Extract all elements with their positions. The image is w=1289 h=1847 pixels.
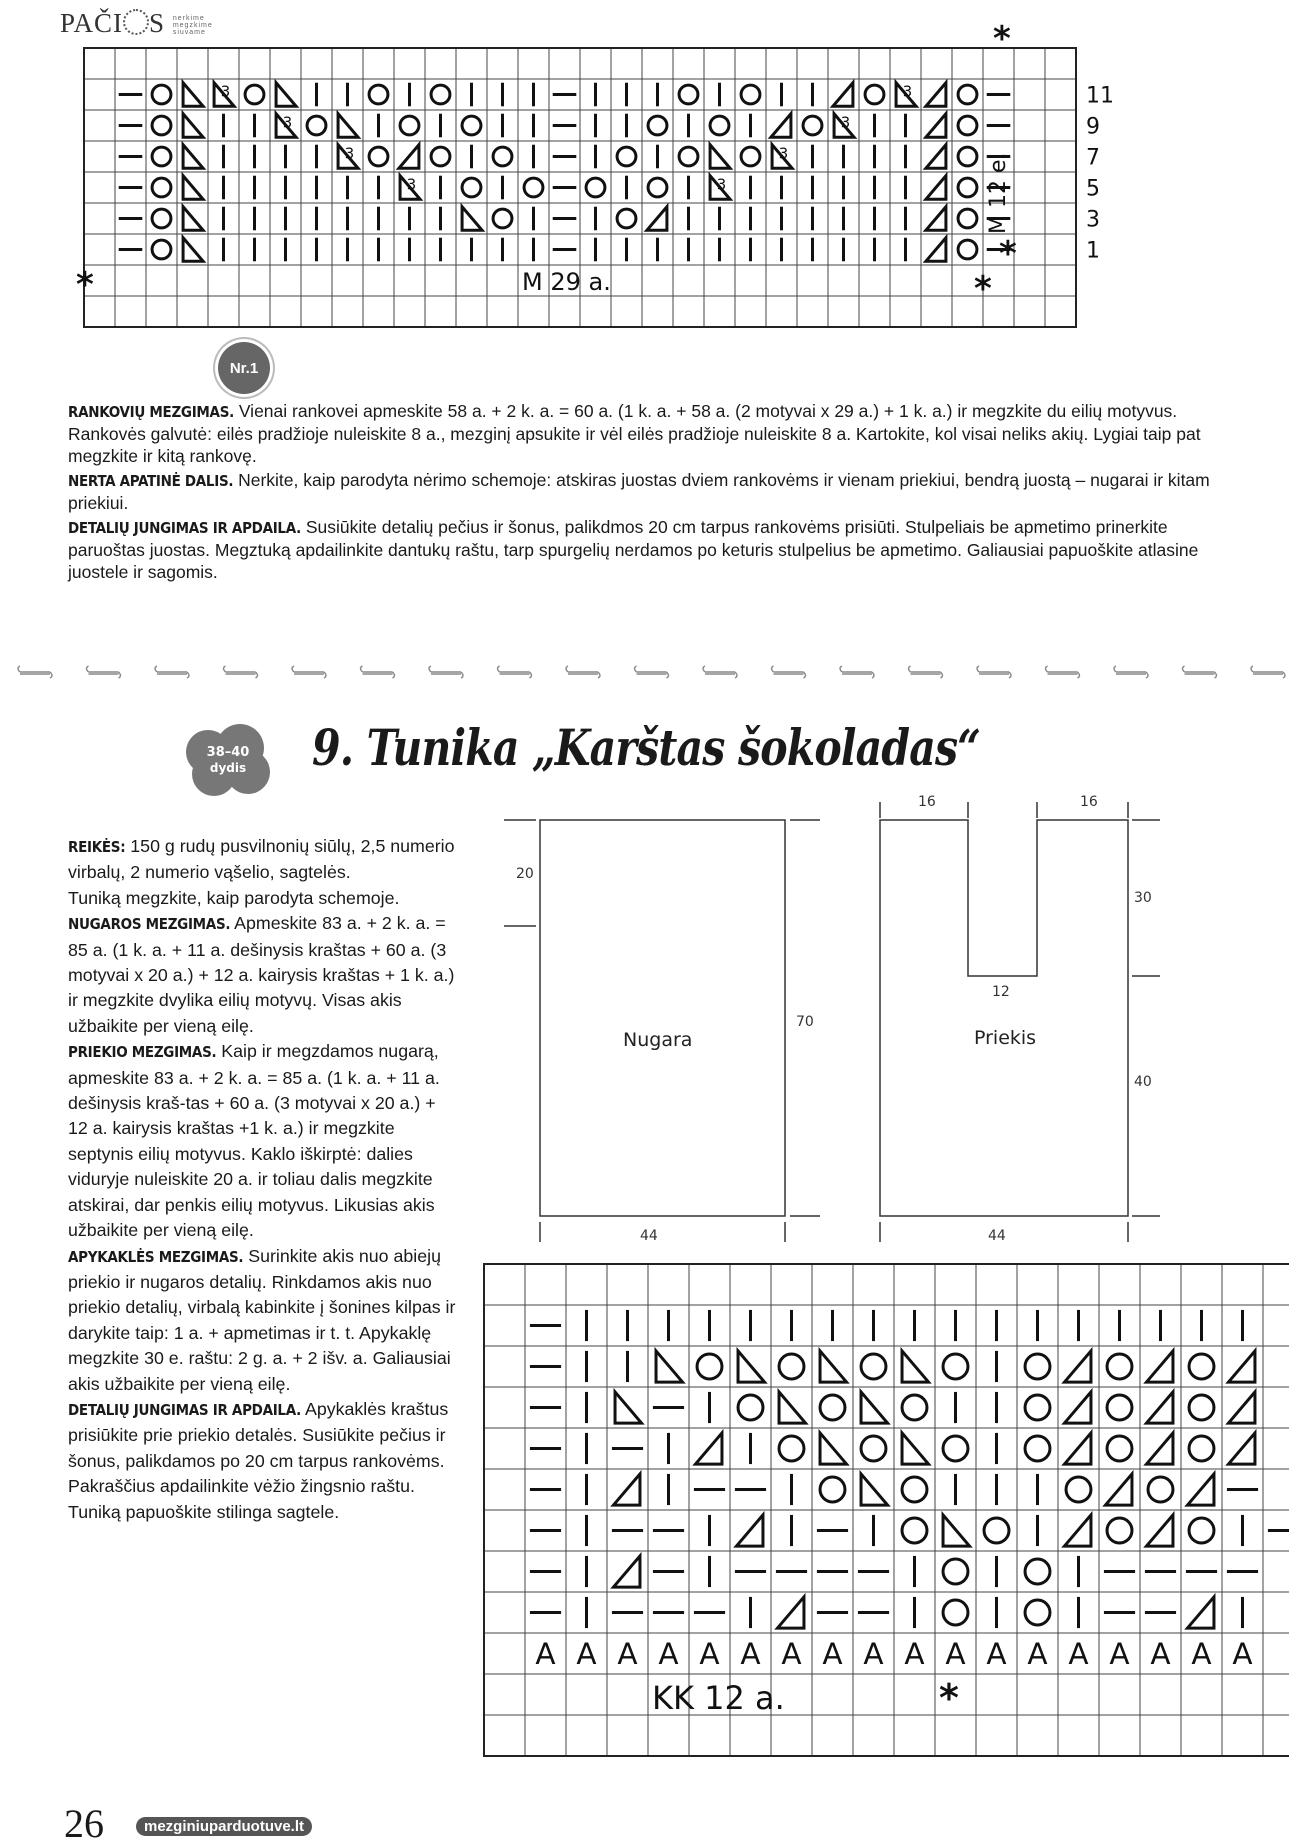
chart1-stitch — [276, 83, 296, 107]
front-piece-label: Priekis — [974, 1027, 1037, 1049]
chart1-stitch — [152, 147, 171, 166]
chart2-stitch-a — [986, 1637, 1006, 1671]
chart2-stitch — [820, 1433, 846, 1464]
chart1-stitch — [152, 209, 171, 228]
chart1-stitch — [214, 83, 234, 107]
chart2-stitch — [820, 1351, 846, 1382]
safety-pin-icon — [840, 666, 874, 678]
chart2-stitch — [943, 1600, 968, 1625]
star-icon: * — [993, 19, 1011, 59]
chart1-row-number: 9 — [1086, 114, 1100, 140]
safety-pin-icon — [361, 666, 395, 678]
chart2-stitch-a — [1027, 1637, 1047, 1671]
chart2-stitch — [902, 1395, 927, 1420]
chart2-stitch — [615, 1392, 641, 1423]
safety-pin-icon — [703, 666, 737, 678]
chart1-stitch — [183, 114, 203, 138]
badge-text: Nr.1 — [229, 359, 259, 377]
svg-text:A: A — [986, 1636, 1007, 1671]
chart2-stitch — [736, 1515, 762, 1546]
chart1-stitch — [183, 207, 203, 231]
logo-tagline: nerkime megzkime siuvame — [172, 15, 213, 37]
chart2-stitch — [820, 1477, 845, 1502]
safety-pin-icon — [977, 666, 1011, 678]
safety-pin-icon — [635, 666, 669, 678]
chart1-stitch — [741, 85, 760, 104]
svg-text:A: A — [1068, 1636, 1089, 1671]
chart1-stitch — [896, 83, 916, 107]
safety-pin-icon — [429, 666, 463, 678]
chart2-stitch — [1187, 1597, 1213, 1628]
chart1-stitch — [462, 178, 481, 197]
safety-pin-icon — [1183, 666, 1217, 678]
svg-text:A: A — [658, 1636, 679, 1671]
chart2-stitch — [1025, 1600, 1050, 1625]
chart1-stitch — [617, 147, 636, 166]
chart2-stitch — [613, 1474, 639, 1505]
svg-text:A: A — [1150, 1636, 1171, 1671]
chart2-stitch-a — [781, 1637, 801, 1671]
chart2-stitch-a — [1109, 1637, 1129, 1671]
chart2-stitch-a — [740, 1637, 760, 1671]
svg-text:A: A — [535, 1636, 556, 1671]
safety-pin-icon — [772, 666, 806, 678]
text-assembly: Apykaklės kraštus prisiūkite prie priekio detalės. Susiūkite pečius ir šonus, palikdamos po 20 cm tarpus rankovėms. Pakraščius apdailinkite vėžio žingsnio raštu. Tuniką papuoškite stilinga sagtele. — [68, 1398, 449, 1522]
chart2-stitch — [1228, 1392, 1254, 1423]
chart2-stitch — [738, 1395, 763, 1420]
chart1-stitch — [926, 114, 946, 138]
dim-44-front: 44 — [988, 1228, 1006, 1244]
chart2-stitch — [1064, 1515, 1090, 1546]
dim-44-back: 44 — [640, 1228, 658, 1244]
chart2-stitch — [943, 1515, 969, 1546]
chart1-stitch — [958, 116, 977, 135]
chart1-stitch — [462, 116, 481, 135]
chart1-stitch — [771, 114, 791, 138]
chart2-stitch — [1146, 1392, 1172, 1423]
chart1-stitch — [399, 145, 419, 169]
chart1-stitch — [679, 85, 698, 104]
chart1-stitch — [307, 116, 326, 135]
chart1-row-number: 7 — [1086, 145, 1100, 171]
chart2-stitch — [902, 1433, 928, 1464]
chart1-stitch — [617, 209, 636, 228]
chart1-stitch — [183, 238, 203, 262]
chart2-stitch — [779, 1354, 804, 1379]
chart2-stitch — [1025, 1395, 1050, 1420]
chart1-row-number: 5 — [1086, 176, 1100, 202]
chart2-stitch — [861, 1474, 887, 1505]
chart1-stitch — [958, 209, 977, 228]
heading-collar: APYKAKLĖS MEZGIMAS. — [68, 1247, 244, 1266]
chart1-stitch — [710, 116, 729, 135]
size-badge-line2: dydis — [209, 761, 247, 775]
dim-16-left: 16 — [918, 794, 936, 810]
heading-materials: REIKĖS: — [68, 838, 126, 856]
chart1-stitch — [183, 145, 203, 169]
garment-schematic — [500, 790, 1180, 1244]
chart2-stitch — [902, 1351, 928, 1382]
chart2-stitch — [820, 1395, 845, 1420]
chart2-stitch-a — [904, 1637, 924, 1671]
chart2-stitch — [1146, 1515, 1172, 1546]
svg-text:A: A — [822, 1636, 843, 1671]
chart2-stitch — [943, 1436, 968, 1461]
safety-pin-icon — [87, 666, 121, 678]
dim-12: 12 — [992, 984, 1010, 1000]
chart1-stitch — [833, 83, 853, 107]
safety-pin-icon — [155, 666, 189, 678]
chart1-stitch — [183, 83, 203, 107]
chart1-stitch — [865, 85, 884, 104]
logo-text-end: S — [149, 8, 166, 38]
chart1-stitch — [152, 85, 171, 104]
safety-pin-icon — [498, 666, 532, 678]
svg-text:3: 3 — [220, 82, 231, 101]
chart1-row-number: 1 — [1086, 238, 1100, 264]
pattern-title: 9. Tunika „Karštas šokoladas“ — [312, 718, 981, 777]
back-piece-label: Nugara — [623, 1029, 693, 1051]
paragraph-intro: Tuniką megzkite, kaip parodyta schemoje. — [68, 887, 400, 908]
chart1-stitch — [586, 178, 605, 197]
svg-text:A: A — [1191, 1636, 1212, 1671]
chart-number-badge — [218, 342, 270, 394]
chart2-stitch-a — [863, 1637, 883, 1671]
chart2-stitch — [779, 1436, 804, 1461]
safety-pin-icon — [1046, 666, 1080, 678]
chart1-stitch — [648, 178, 667, 197]
chart1-stitch — [926, 83, 946, 107]
svg-text:3: 3 — [282, 113, 293, 132]
chart1-stitch — [245, 85, 264, 104]
chart2-stitch — [1146, 1433, 1172, 1464]
chart2-stitch — [656, 1351, 682, 1382]
chart2-stitch — [1228, 1433, 1254, 1464]
section2-text — [68, 834, 458, 1525]
chart1-stitch — [926, 207, 946, 231]
chart1-stitch — [338, 114, 358, 138]
chart1-stitch — [834, 114, 854, 138]
chart1-stitch — [958, 178, 977, 197]
chart1-stitch — [338, 145, 358, 169]
chart2-stitch — [1107, 1518, 1132, 1543]
chart1-stitch — [958, 240, 977, 259]
svg-text:3: 3 — [344, 144, 355, 163]
chart1-stitch — [926, 176, 946, 200]
magazine-logo — [60, 8, 213, 39]
paragraph-collar — [68, 1244, 458, 1397]
svg-text:3: 3 — [716, 175, 727, 194]
back-piece-outline — [540, 820, 785, 1216]
text-front: Kaip ir megzdamos nugarą, apmeskite 83 a. + 2 k. a. = 85 a. (1 k. a. + 11 a. dešinysis kraš-tas + 60 a. (3 motyvai x 20 a.) + 12 a. kairysis kraštas +1 k. a.) ir megzkite septynis eilių motyvus. Kaklo iškirptė: dalies viduryje nuleiskite 20 a. ir toliau dalis megzkite atskirai, dar penkis eilių motyvus. Likusias akis užbaikite per vieną eilę. — [68, 1041, 440, 1241]
chart1-stitch — [276, 114, 296, 138]
safety-pin-icon — [18, 666, 52, 678]
chart2-stitch — [613, 1556, 639, 1587]
chart2-stitch-a — [1068, 1637, 1088, 1671]
footer-url: mezginiuparduotuve.lt — [136, 1817, 312, 1836]
svg-text:3: 3 — [406, 175, 417, 194]
svg-text:A: A — [576, 1636, 597, 1671]
svg-text:A: A — [1027, 1636, 1048, 1671]
chart2-stitch — [1189, 1436, 1214, 1461]
chart2-stitch-a — [658, 1637, 678, 1671]
chart1-stitch — [152, 178, 171, 197]
svg-text:A: A — [617, 1636, 638, 1671]
paragraph-assembly — [68, 1397, 458, 1525]
chart1-stitch — [958, 147, 977, 166]
chart1-stitch — [679, 147, 698, 166]
svg-text:3: 3 — [840, 113, 851, 132]
chart2-stitch — [695, 1433, 721, 1464]
text-materials: 150 g rudų pusvilnonių siūlų, 2,5 numerio virbalų, 2 numerio vąšelio, sagtelės. — [68, 836, 455, 883]
chart2-stitch-a — [699, 1637, 719, 1671]
chart1-side-label: M 12 e. — [986, 152, 1011, 234]
knitting-chart-2 — [482, 1262, 1289, 1782]
chart1-stitch — [524, 178, 543, 197]
svg-text:A: A — [863, 1636, 884, 1671]
svg-text:A: A — [781, 1636, 802, 1671]
chart2-stitch — [1148, 1477, 1173, 1502]
chart1-stitch — [431, 147, 450, 166]
front-piece-outline — [880, 820, 1128, 1216]
chart2-stitch — [1228, 1351, 1254, 1382]
chart1-stitch — [648, 116, 667, 135]
svg-text:A: A — [945, 1636, 966, 1671]
svg-text:3: 3 — [778, 144, 789, 163]
chart1-stitch — [710, 176, 730, 200]
pin-divider — [12, 662, 1282, 682]
chart2-stitch-a — [1191, 1637, 1211, 1671]
chart2-stitch — [1107, 1354, 1132, 1379]
chart1-stitch — [493, 209, 512, 228]
safety-pin-icon — [566, 666, 600, 678]
dim-20: 20 — [516, 866, 534, 882]
size-badge — [178, 722, 276, 798]
chart1-stitch — [803, 116, 822, 135]
chart1-stitch — [493, 147, 512, 166]
text-back: Apmeskite 83 a. + 2 k. a. = 85 a. (1 k. a. + 11 a. dešinysis kraštas + 60 a. (3 motyvai x 20 a.) + 12 a. kairysis kraštas + 1 k. a.) ir megzkite dvylika eilių motyvų. Visas akis užbaikite per vieną eilę. — [68, 913, 455, 1036]
chart1-motif-label: M 29 a. — [522, 268, 611, 296]
chart2-stitch — [697, 1354, 722, 1379]
dim-70: 70 — [796, 1014, 814, 1030]
star-icon: * — [974, 269, 992, 309]
size-badge-line1: 38–40 — [206, 745, 250, 760]
paragraph-bottom — [68, 469, 1218, 514]
chart2-stitch — [861, 1436, 886, 1461]
chart1-stitch — [152, 116, 171, 135]
chart1-stitch — [152, 240, 171, 259]
heading-bottom: NERTA APATINĖ DALIS. — [68, 472, 234, 490]
safety-pin-icon — [1114, 666, 1148, 678]
chart2-stitch — [861, 1354, 886, 1379]
paragraph-back — [68, 911, 458, 1039]
chart2-stitch-a — [822, 1637, 842, 1671]
heading-finishing: DETALIŲ JUNGIMAS IR APDAILA. — [68, 519, 301, 537]
chart2-stitch — [1025, 1559, 1050, 1584]
chart2-stitch — [861, 1392, 887, 1423]
star-icon: * — [939, 1676, 959, 1720]
svg-text:A: A — [740, 1636, 761, 1671]
chart2-stitch — [1064, 1433, 1090, 1464]
section1-text — [68, 400, 1218, 585]
chart2-stitch — [738, 1351, 764, 1382]
chart2-stitch — [902, 1477, 927, 1502]
chart2-stitch — [1146, 1351, 1172, 1382]
paragraph-finishing — [68, 516, 1218, 583]
chart2-stitch-a — [1232, 1637, 1252, 1671]
safety-pin-icon — [224, 666, 258, 678]
chart1-stitch — [400, 176, 420, 200]
chart1-stitch — [462, 207, 482, 231]
safety-pin-icon — [1251, 666, 1285, 678]
chart2-stitch — [1105, 1474, 1131, 1505]
chart2-stitch — [1189, 1518, 1214, 1543]
chart1-stitch — [183, 176, 203, 200]
paragraph-materials — [68, 834, 458, 886]
chart2-stitch — [984, 1518, 1009, 1543]
heading-sleeves: RANKOVIŲ MEZGIMAS. — [68, 403, 234, 421]
chart1-stitch — [958, 85, 977, 104]
page-number: 26 — [64, 1801, 104, 1846]
svg-text:A: A — [699, 1636, 720, 1671]
text-sleeves: Vienai rankovei apmeskite 58 a. + 2 k. a. = 60 a. (1 k. a. + 58 a. (2 motyvai x 29 a.) + 1 k. a.) ir megzkite du eilių motyvus. Rankovės galvutė: eilės pradžioje nuleiskite 8 a., mezginį apsukite ir vėl eilės pradžioje nuleiskite 8 a. Kartokite, kol visai neliks akių. Lygiai taip pat megzkite ir kitą rankovę. — [68, 401, 1201, 466]
text-collar: Surinkite akis nuo abiejų priekio ir nugaros detalių. Rinkdamos akis nuo priekio detalių, virbalą kabinkite į šonines kilpas ir darykite taip: 1 a. + apmetimas ir t. t. Apykaklę megzkite 30 e. raštu: 2 g. a. + 2 išv. a. Galiausiai akis užbaikite per vieną eilę. — [68, 1245, 456, 1394]
chart2-stitch — [1107, 1436, 1132, 1461]
chart2-stitch — [1064, 1392, 1090, 1423]
chart1-stitch — [647, 207, 667, 231]
chart1-stitch — [369, 85, 388, 104]
dim-16-right: 16 — [1080, 794, 1098, 810]
chart2-stitch — [1189, 1354, 1214, 1379]
chart2-stitch — [1187, 1474, 1213, 1505]
chart2-stitch-a — [945, 1637, 965, 1671]
paragraph-front — [68, 1039, 458, 1243]
svg-text:A: A — [1232, 1636, 1253, 1671]
star-icon: * — [999, 234, 1017, 274]
dim-30: 30 — [1134, 890, 1152, 906]
chart1-stitch — [710, 145, 730, 169]
chart2-stitch — [1025, 1354, 1050, 1379]
chart1-stitch — [926, 145, 946, 169]
chart2-stitch-a — [576, 1637, 596, 1671]
chart1-stitch — [431, 85, 450, 104]
heading-back: NUGAROS MEZGIMAS. — [68, 915, 231, 934]
chart2-stitch — [1107, 1395, 1132, 1420]
chart2-stitch — [902, 1518, 927, 1543]
chart2-stitch-a — [535, 1637, 555, 1671]
chart2-stitch-a — [617, 1637, 637, 1671]
dim-40: 40 — [1134, 1074, 1152, 1090]
chart1-stitch — [400, 116, 419, 135]
chart2-stitch — [1025, 1436, 1050, 1461]
chart2-stitch — [943, 1354, 968, 1379]
star-icon: * — [76, 265, 94, 305]
chart2-stitch — [777, 1597, 803, 1628]
safety-pin-icon — [909, 666, 943, 678]
chart2-stitch — [1189, 1395, 1214, 1420]
chart2-motif-label: KK 12 a. — [652, 1679, 785, 1717]
chart1-row-number: 3 — [1086, 207, 1100, 233]
chart1-row-number: 11 — [1086, 83, 1114, 109]
svg-text:3: 3 — [902, 82, 913, 101]
chart1-stitch — [369, 147, 388, 166]
paragraph-sleeves — [68, 400, 1218, 467]
heading-front: PRIEKIO MEZGIMAS. — [68, 1043, 217, 1062]
chart1-stitch — [741, 147, 760, 166]
chart2-stitch-a — [1150, 1637, 1170, 1671]
chart2-stitch — [779, 1392, 805, 1423]
text-finishing: Susiūkite detalių pečius ir šonus, palikdmos 20 cm tarpus rankovėms prisiūti. Stulpeliais be apmetimo prinerkite paruoštas juostas. Megztuką apdailinkite dantukų raštu, tarp spurgelių nerdamos po keturis stulpelius be apmetimo. Galiausiai papuoškite atlasine juostele ir sagomis. — [68, 517, 1199, 582]
chart2-stitch — [1066, 1477, 1091, 1502]
chart2-stitch — [1064, 1351, 1090, 1382]
text-bottom: Nerkite, kaip parodyta nėrimo schemoje: atskiras juostas dviem rankovėms ir vienam priekiui, bendrą juostą – nugarai ir kitam priekiui. — [68, 470, 1210, 513]
chart1-stitch — [772, 145, 792, 169]
chart1-stitch — [926, 238, 946, 262]
safety-pin-icon — [292, 666, 326, 678]
logo-text: PAČI — [60, 8, 124, 38]
flower-icon — [123, 9, 149, 35]
svg-text:A: A — [1109, 1636, 1130, 1671]
chart2-stitch — [943, 1559, 968, 1584]
heading-assembly: DETALIŲ JUNGIMAS IR APDAILA. — [68, 1400, 301, 1419]
svg-text:A: A — [904, 1636, 925, 1671]
